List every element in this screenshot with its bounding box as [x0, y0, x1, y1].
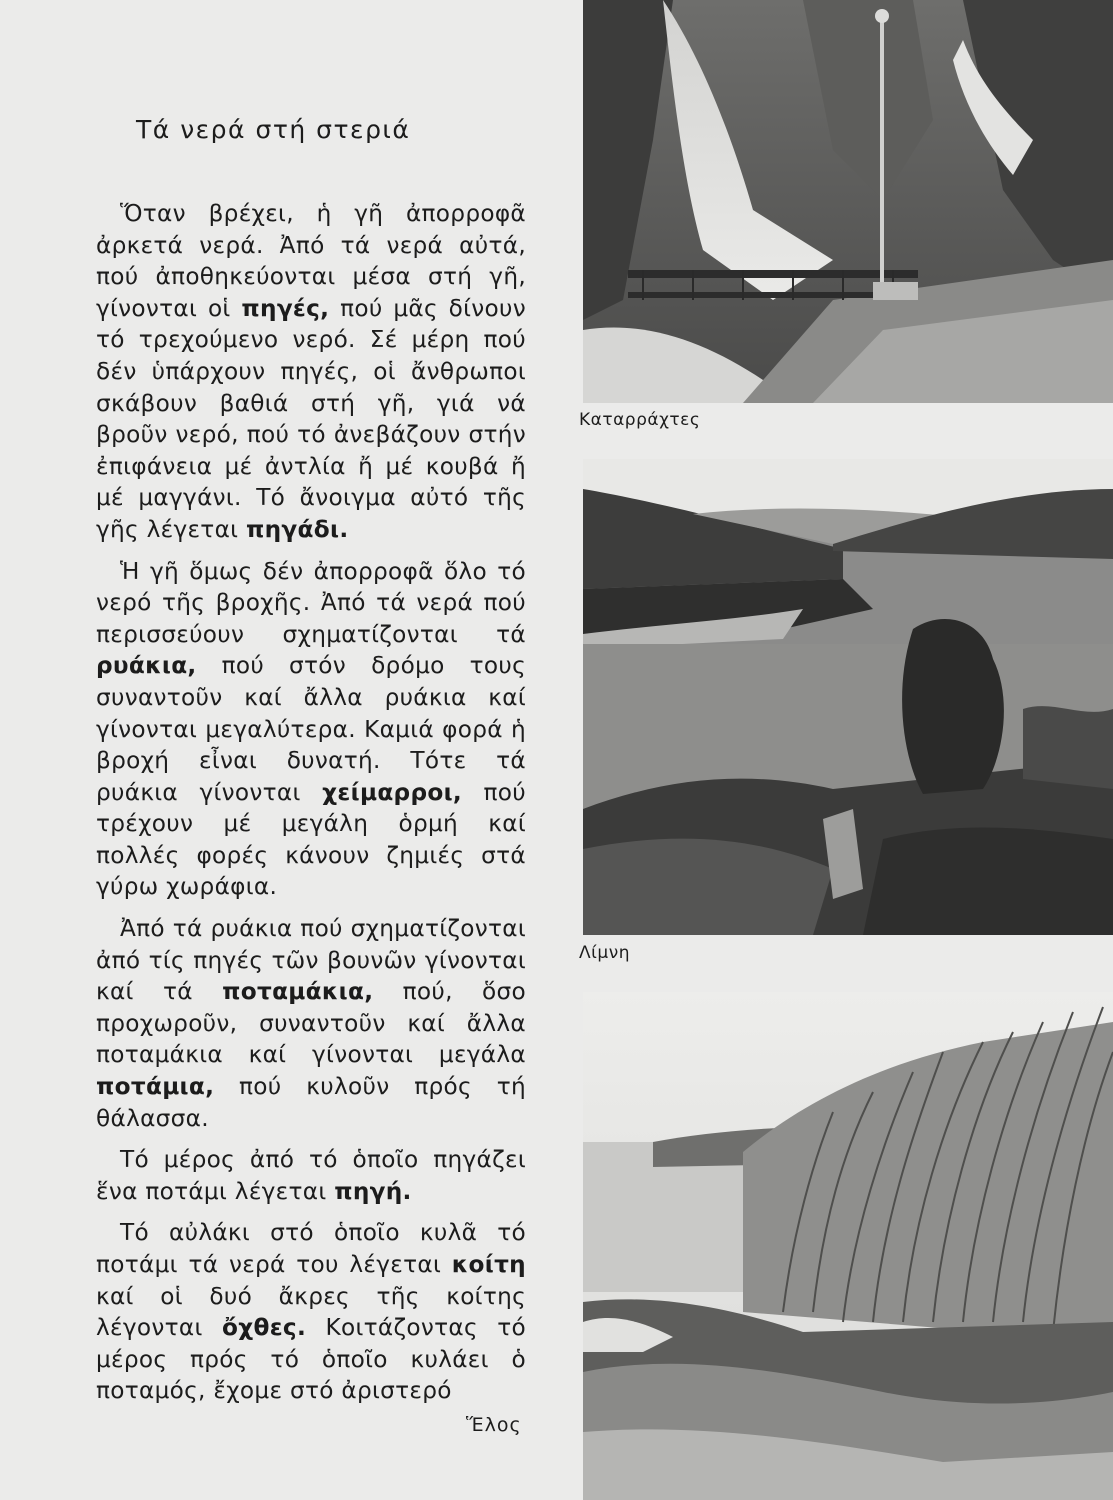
paragraph-text: Ὅταν βρέχει, ἡ γῆ ἀπορροφᾶ ἀρκετά νερά. Ἀπό τά νερά αὐτά, πού ἀποθηκεύονται μέσα στή γῆ, γίνονται οἱ: [96, 200, 526, 322]
key-term: ποταμάκια,: [222, 978, 374, 1006]
article-text-column: [96, 100, 526, 1417]
paragraph-text: Τό αὐλάκι στό ὁποῖο κυλᾶ τό ποτάμι τά νερά του λέγεται: [96, 1219, 526, 1278]
waterfall-photo: [583, 0, 1113, 403]
key-term: χείμαρροι,: [322, 778, 463, 806]
article-title: Τά νερά στή στεριά: [136, 115, 411, 144]
key-term: ὄχθες.: [222, 1314, 307, 1342]
marsh-photo: [583, 992, 1113, 1500]
key-term: πηγάδι.: [245, 515, 349, 543]
paragraph-text: Ἀπό τά ρυάκια πού σχηματίζονται ἀπό τίς πηγές τῶν βουνῶν γίνονται καί τά: [96, 915, 526, 1006]
article-paragraph: [96, 198, 526, 546]
article-paragraph: [96, 1144, 526, 1207]
key-term: κοίτη: [451, 1251, 526, 1278]
waterfall-caption: Καταρράχτες: [579, 410, 701, 430]
key-term: πηγές,: [241, 294, 330, 322]
paragraph-text: πού κυλοῦν πρός τή θάλασσα.: [96, 1073, 526, 1132]
paragraph-text: Κοιτάζοντας τό μέρος πρός τό ὁποῖο κυλάει ὁ ποταμός, ἔχομε στό ἀριστερό: [96, 1314, 526, 1405]
lake-photo: [583, 459, 1113, 935]
key-term: ποτάμια,: [96, 1073, 215, 1101]
article-paragraph: [96, 556, 526, 904]
paragraph-text: πού στόν δρόμο τους συναντοῦν καί ἄλλα ρυάκια καί γίνονται μεγαλύτερα. Καμιά φορά ἡ βροχή εἶναι δυνατή. Τότε τά ρυάκια γίνονται: [96, 652, 526, 806]
paragraph-text: πού τρέχουν μέ μεγάλη ὁρμή καί πολλές φορές κάνουν ζημιές στά γύρω χωράφια.: [96, 778, 526, 901]
key-term: πηγή.: [334, 1177, 412, 1205]
paragraph-text: Ἡ γῆ ὅμως δέν ἀπορροφᾶ ὅλο τό νερό τῆς βροχῆς. Ἀπό τά νερά πού περισσεύουν σχηματίζονται τά: [96, 557, 526, 648]
lake-caption: Λίμνη: [579, 943, 630, 963]
article-body: [96, 198, 526, 1407]
paragraph-text: πού, ὅσο προχωροῦν, συναντοῦν καί ἄλλα ποταμάκια καί γίνονται μεγάλα: [96, 978, 526, 1069]
paragraph-text: Τό μέρος ἀπό τό ὁποῖο πηγάζει ἕνα ποτάμι λέγεται: [96, 1146, 526, 1205]
key-term: ρυάκια,: [96, 652, 197, 680]
article-paragraph: [96, 1217, 526, 1407]
marsh-caption: Ἕλος: [466, 1414, 522, 1436]
article-paragraph: [96, 913, 526, 1134]
paragraph-text: καί οἱ δυό ἄκρες τῆς κοίτης λέγονται: [96, 1282, 526, 1342]
paragraph-text: πού μᾶς δίνουν τό τρεχούμενο νερό. Σέ μέρη πού δέν ὑπάρχουν πηγές, οἱ ἄνθρωποι σκάβουν βαθιά στή γῆ, γιά νά βροῦν νερό, πού τό ἀνεβάζουν στήν ἐπιφάνεια μέ ἀντλία ἤ μέ κουβά ἤ μέ μαγγάνι. Τό ἄνοιγμα αὐτό τῆς γῆς λέγεται: [96, 294, 526, 543]
